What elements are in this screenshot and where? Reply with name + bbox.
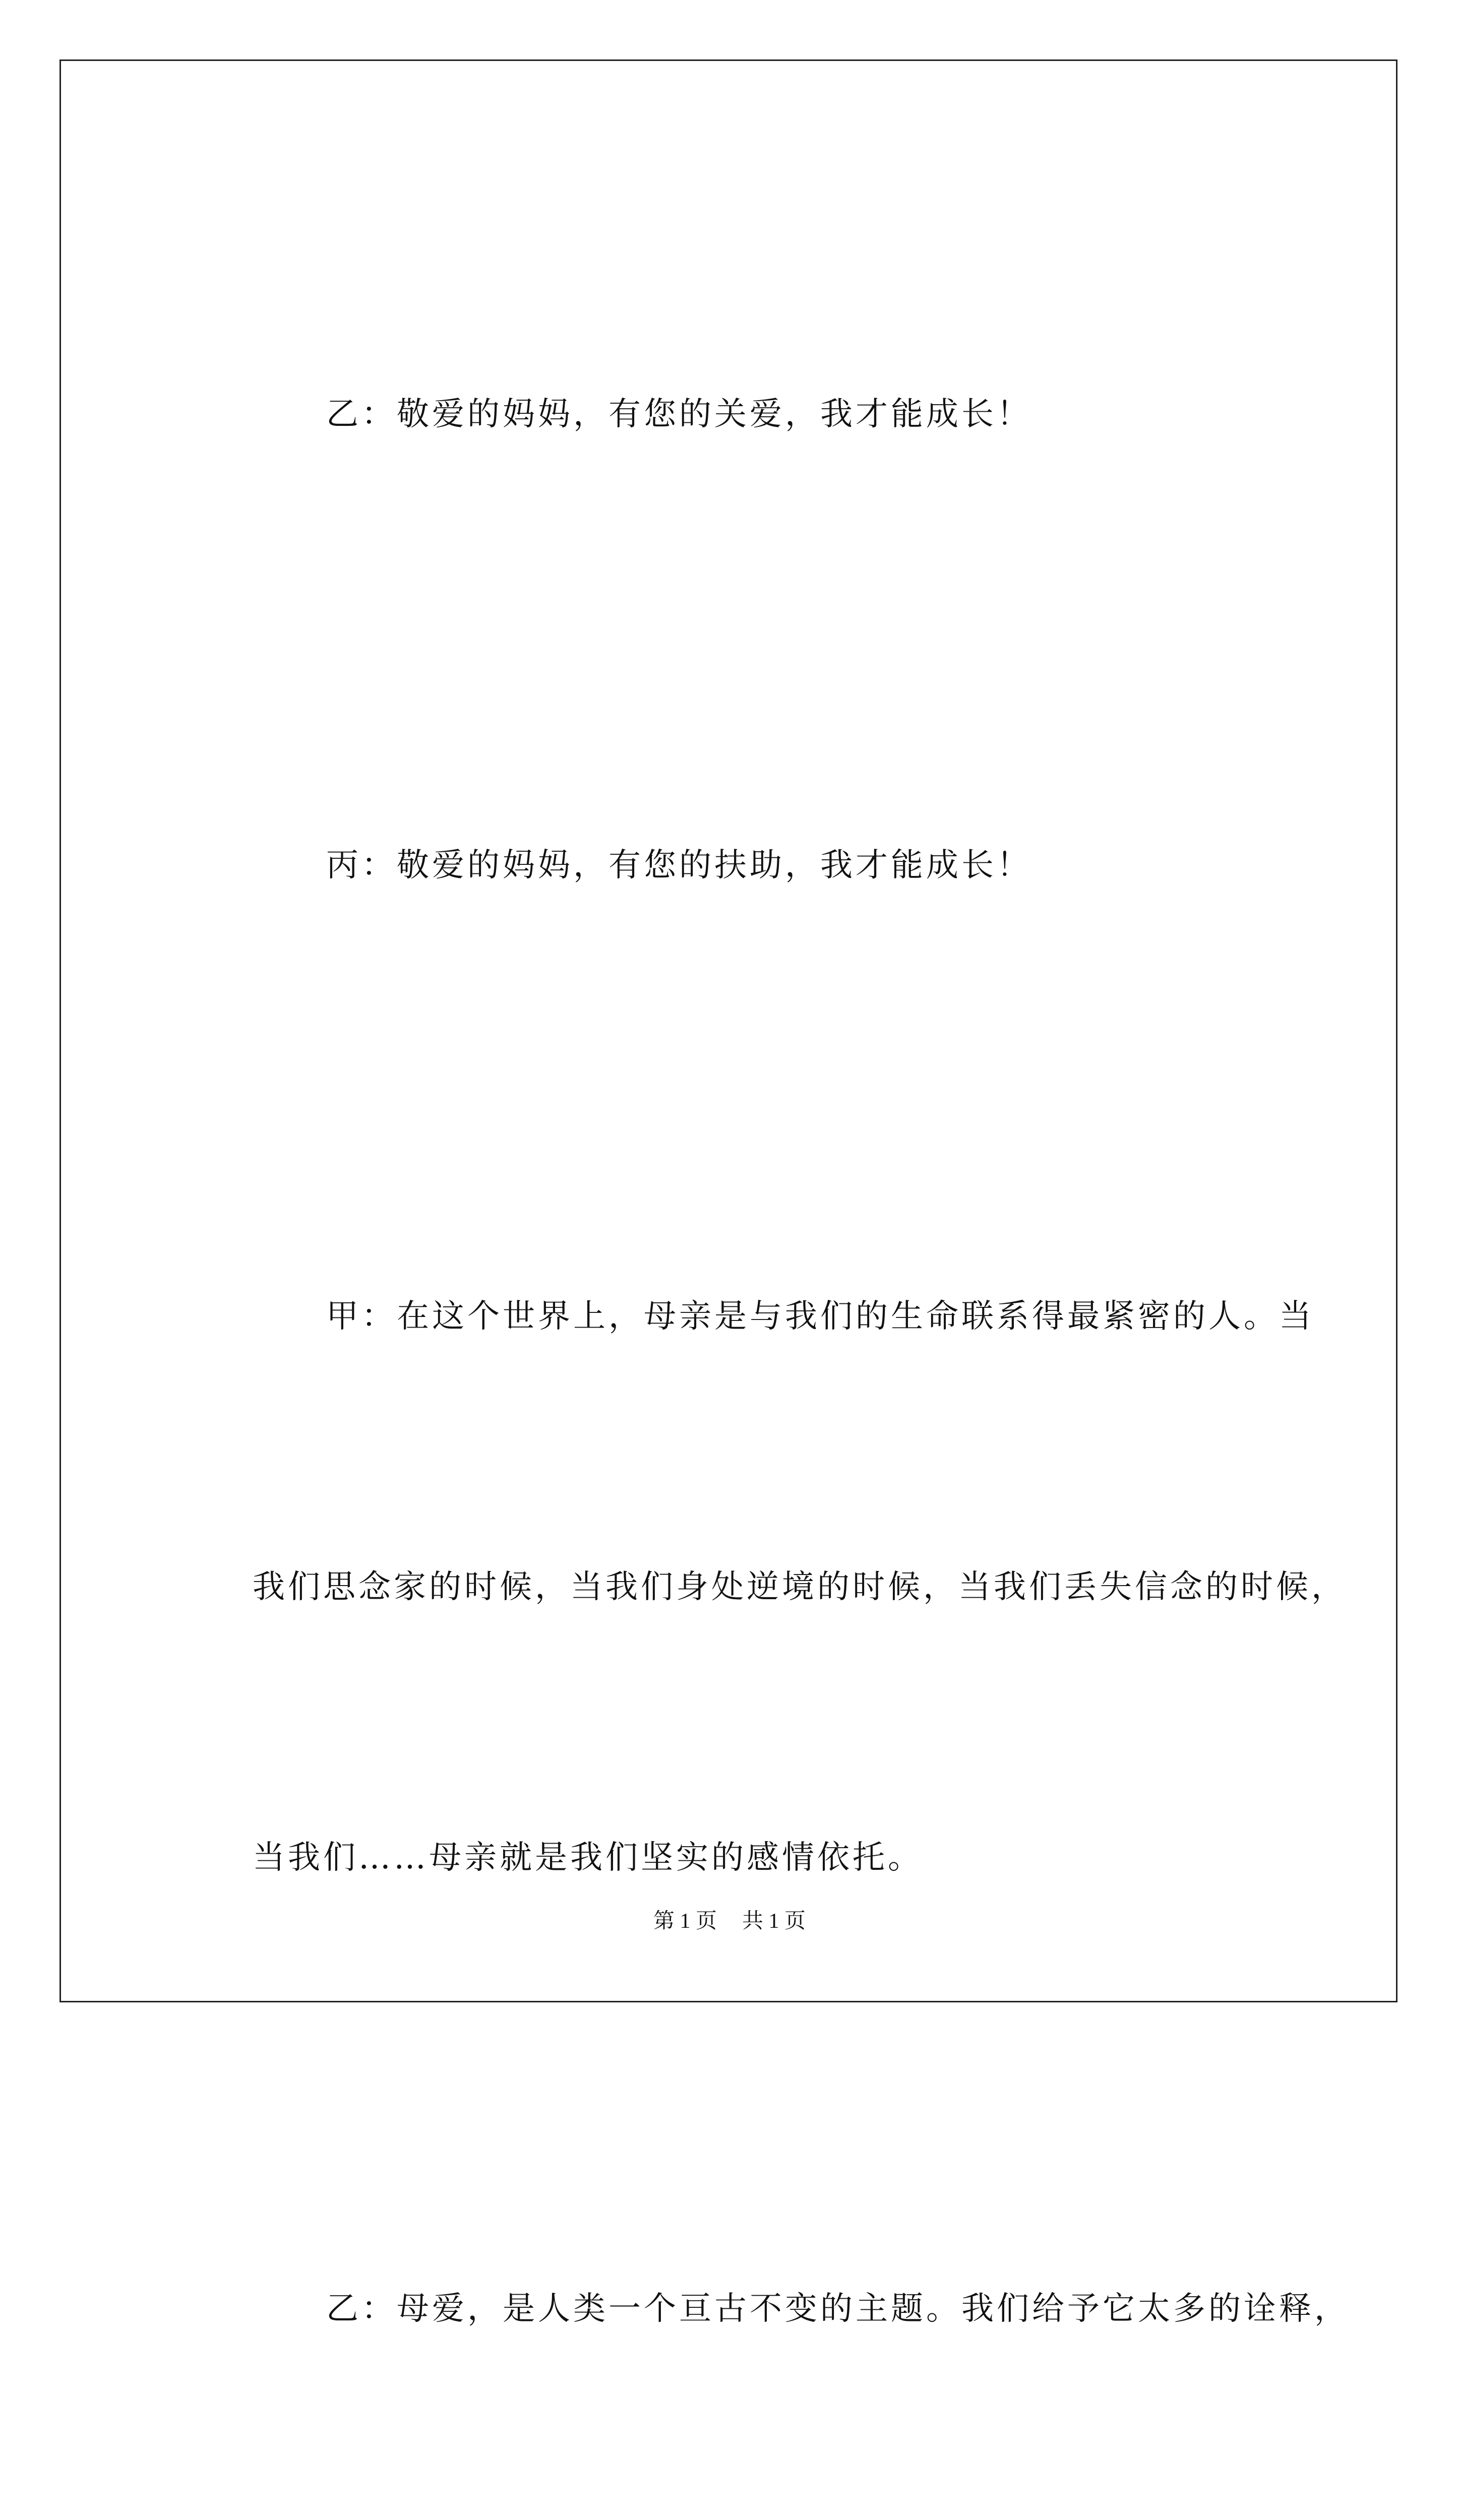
text-line: 乙：母爱，是人类一个亘古不变的主题。我们给予它太多的诠释， (326, 2290, 1350, 2327)
page-total: 共 1 页 (742, 1910, 806, 1933)
text-line: 当我们……母亲就是我们坚实的感情依托。 (253, 1839, 923, 1876)
paragraph-yi-2 (179, 2084, 1350, 2520)
document-body (179, 189, 1350, 2520)
paragraph-bing-1 (179, 640, 1318, 1091)
text-line: 我们思念家的时候，当我们身处逆境的时候，当我们丢失信念的时候， (253, 1568, 1347, 1606)
paragraph-jia-1 (179, 1091, 1347, 2084)
page-footer (0, 1909, 1459, 1934)
text-line: 甲：在这个世界上，母亲是与我们的生命联系得最紧密的人。当 (326, 1298, 1314, 1335)
text-line: 乙：敬爱的妈妈，有您的关爱，我才能成长！ (326, 396, 1032, 433)
page-number: 第 1 页 (653, 1910, 717, 1933)
text-line: 丙：敬爱的妈妈，有您的扶助，我才能成长！ (326, 847, 1032, 884)
paragraph-yi-1 (179, 189, 1318, 640)
